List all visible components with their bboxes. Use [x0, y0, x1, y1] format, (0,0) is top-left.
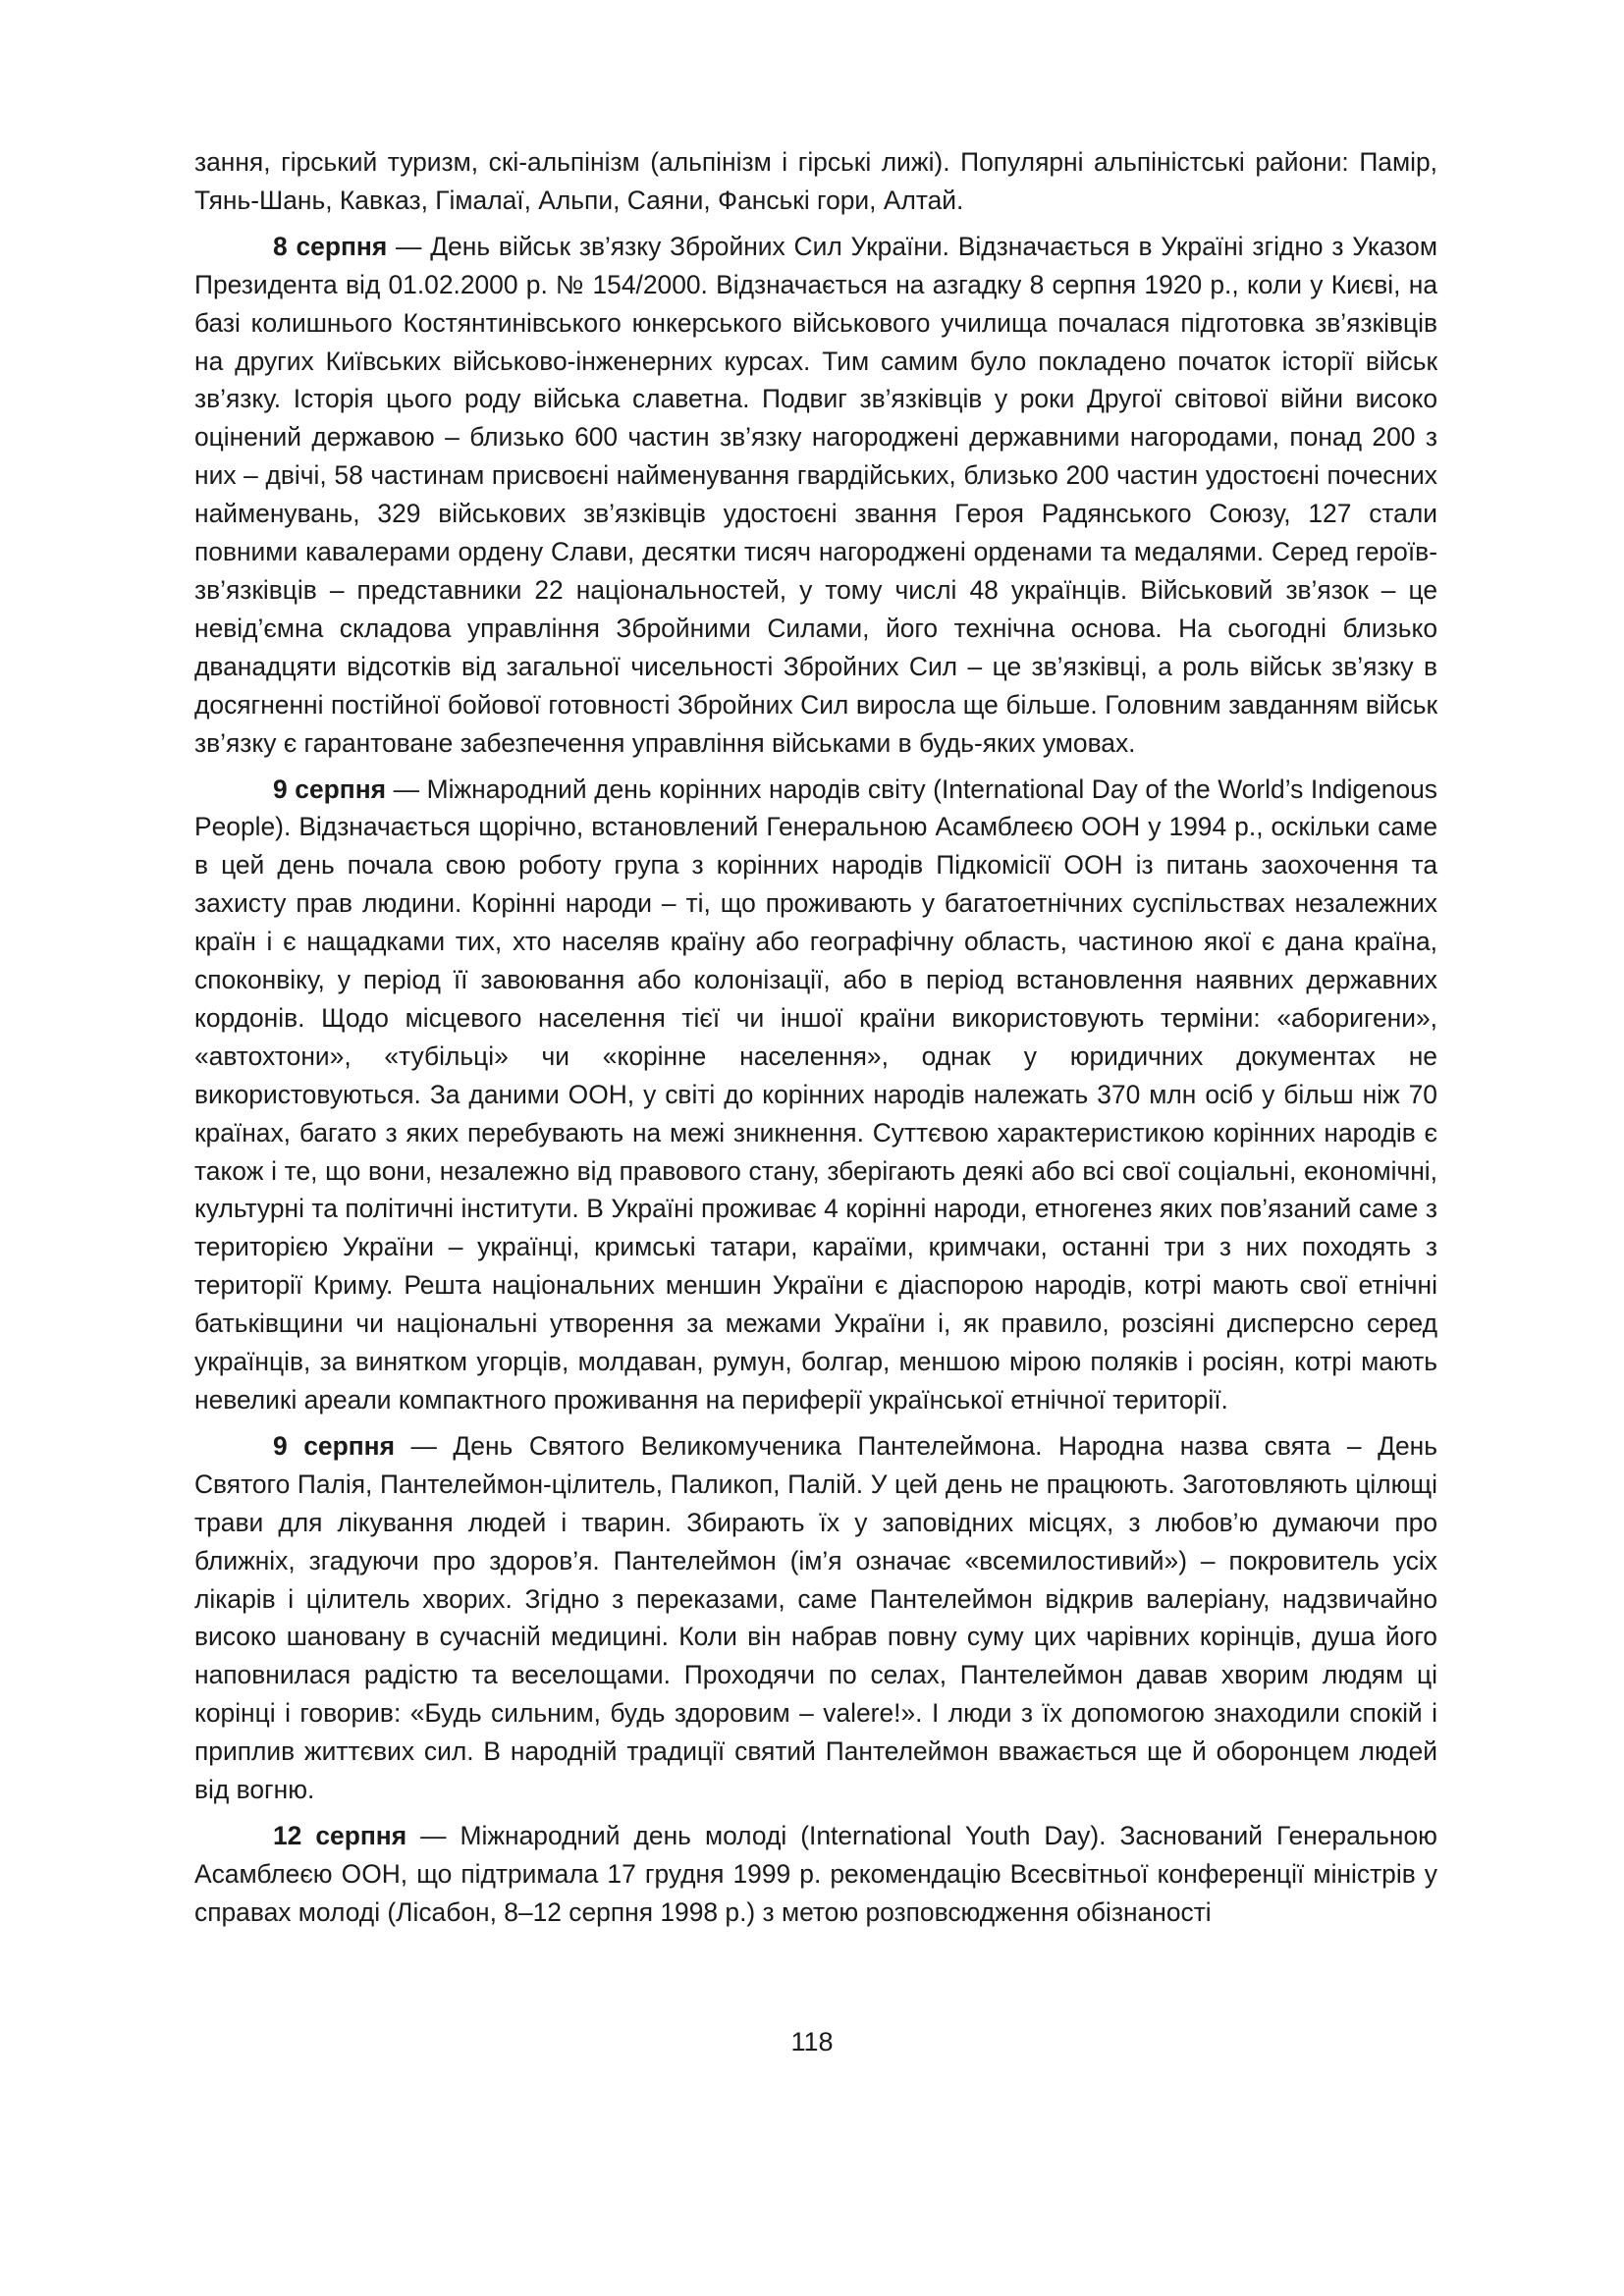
- paragraph-text: — День військ зв’язку Збройних Сил України. Відзначається в Україні згідно з Указом Президента від 01.02.2000 р. № 154/2000. Відзначається на азгадку 8 серпня 1920 р., коли у Києві, на базі колишнього Костянтинівського юнкерського військового училища почалася підготовка зв’язківців на других Київських військово-інженерних курсах. Тим самим було покладено початок історії військ зв’язку. Історія цього роду війська славетна. Подвиг зв’язківців у роки Другої світової війни високо оцінений державою – близько 600 частин зв’язку нагороджені державними нагородами, понад 200 з них – двічі, 58 частинам присвоєні найменування гвардійських, близько 200 частин удостоєні почесних найменувань, 329 військових зв’язківців удостоєні звання Героя Радянського Союзу, 127 стали повними кавалерами ордену Слави, десятки тисяч нагороджені орденами та медалями. Серед героїв-зв’язківців – представники 22 національностей, у тому числі 48 українців. Військовий зв’язок – це невід’ємна складова управління Збройними Силами, його технічна основа. На сьогодні близько дванадцяти відсотків від загальної чисельності Збройних Сил – це зв’язківці, а роль військ зв’язку в досягненні постійної бойової готовності Збройних Сил виросла ще більше. Головним завданням військ зв’язку є гарантоване забезпечення управління військами в будь-яких умовах.: [194, 231, 1438, 758]
- paragraph-date: 12 серпня: [273, 1820, 407, 1850]
- paragraph-text: зання, гірський туризм, скі-альпінізм (альпінізм і гірські лижі). Популярні альпіністські райони: Памір, Тянь-Шань, Кавказ, Гімалаї, Альпи, Саяни, Фанські гори, Алтай.: [194, 147, 1437, 215]
- paragraph-indigenous-peoples-day: [194, 771, 1437, 1419]
- paragraph-youth-day: [194, 1817, 1437, 1932]
- paragraph-date: 8 серпня: [273, 231, 388, 261]
- paragraph-signal-troops-day: [194, 228, 1437, 763]
- paragraph-text: — Міжнародний день корінних народів світу (International Day of the World’s Indigenous People). Відзначається щорічно, встановлений Генеральною Асамблеєю ООН у 1994 р., оскільки саме в цей день почала свою роботу група з корінних народів Підкомісії ООН із питань заохочення та захисту прав людини. Корінні народи – ті, що проживають у багатоетнічних суспільствах незалежних країн і є нащадками тих, хто населяв країну або географічну область, частиною якої є дана країна, споконвіку, у період її завоювання або колонізації, або в період встановлення наявних державних кордонів. Щодо місцевого населення тієї чи іншої країни використовують терміни: «аборигени», «автохтони», «тубільці» чи «корінне населення», однак у юридичних документах не використовуються. За даними ООН, у світі до корінних народів належать 370 млн осіб у більш ніж 70 країнах, багато з яких перебувають на межі зникнення. Суттєвою характеристикою корінних народів є також і те, що вони, незалежно від правового стану, зберігають деякі або всі свої соціальні, економічні, культурні та політичні інститути. В Україні проживає 4 корінні народи, етногенез яких пов’язаний саме з територією України – українці, кримські татари, караїми, кримчаки, останні три з них походять з території Криму. Решта національних меншин України є діаспорою народів, котрі мають свої етнічні батьківщини чи національні утворення за межами України і, як правило, розсіяні дисперсно серед українців, за винятком угорців, молдаван, румун, болгар, меншою мірою поляків і росіян, котрі мають невеликі ареали компактного проживання на периферії української етнічної території.: [194, 774, 1438, 1415]
- paragraph-text: — День Святого Великомученика Пантелеймона. Народна назва свята – День Святого Палія, Пантелеймон-цілитель, Паликоп, Палій. У цей день не працюють. Заготовляють цілющі трави для лікування людей і тварин. Збирають їх у заповідних місцях, з любов’ю думаючи про ближніх, згадуючи про здоров’я. Пантелеймон (ім’я означає «всемилостивий») – покровитель усіх лікарів і цілитель хворих. Згідно з переказами, саме Пантелеймон відкрив валеріану, надзвичайно високо шановану в сучасній медицині. Коли він набрав повну суму цих чарівних корінців, душа його наповнилася радістю та веселощами. Проходячи по селах, Пантелеймон давав хворим людям ці корінці і говорив: «Будь сильним, будь здоровим – valere!». І люди з їх допомогою знаходили спокій і приплив життєвих сил. В народній традиції святий Пантелеймон вважається ще й оборонцем людей від вогню.: [194, 1430, 1437, 1805]
- page-body: [194, 143, 1437, 1940]
- paragraph-text: — Міжнародний день молоді (International Youth Day). Заснований Генеральною Асамблеєю ООН, що підтримала 17 грудня 1999 р. рекомендацію Всесвітньої конференції міністрів у справах молоді (Лісабон, 8–12 серпня 1998 р.) з метою розповсюдження обізнаності: [194, 1820, 1437, 1927]
- paragraph-saint-panteleimon-day: [194, 1427, 1437, 1809]
- page-number: 118: [790, 2027, 834, 2056]
- paragraph-date: 9 серпня: [273, 774, 387, 804]
- paragraph-continuation: [194, 143, 1437, 220]
- paragraph-date: 9 серпня: [273, 1430, 395, 1461]
